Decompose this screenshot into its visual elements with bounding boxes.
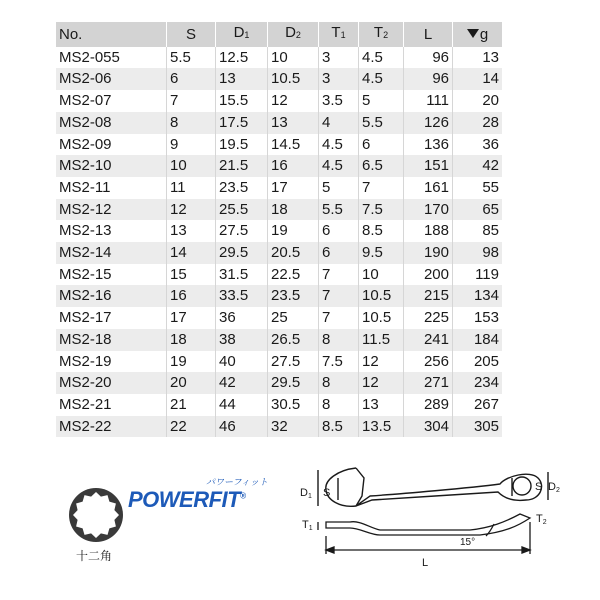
cell-t1: 4.5	[319, 155, 359, 177]
table-row	[56, 307, 502, 329]
cell-d2: 32	[268, 416, 319, 438]
cell-l: 126	[404, 112, 453, 134]
cell-t2: 10	[359, 264, 404, 286]
cell-g: 36	[453, 134, 503, 156]
cell-l: 188	[404, 220, 453, 242]
diagram-label-s-left: S	[323, 487, 331, 499]
cell-l: 289	[404, 394, 453, 416]
cell-t2: 13.5	[359, 416, 404, 438]
cell-t1: 8.5	[319, 416, 359, 438]
cell-d1: 31.5	[216, 264, 268, 286]
header-s: S	[167, 22, 216, 47]
cell-s: 13	[167, 220, 216, 242]
cell-t1: 8	[319, 394, 359, 416]
cell-d1: 27.5	[216, 220, 268, 242]
cell-s: 17	[167, 307, 216, 329]
cell-no: MS2-08	[56, 112, 167, 134]
cell-t1: 4	[319, 112, 359, 134]
cell-d2: 13	[268, 112, 319, 134]
cell-s: 12	[167, 199, 216, 221]
cell-l: 190	[404, 242, 453, 264]
cell-g: 153	[453, 307, 503, 329]
cell-d1: 42	[216, 372, 268, 394]
cell-d1: 46	[216, 416, 268, 438]
wrench-top-view	[318, 468, 548, 506]
cell-d1: 29.5	[216, 242, 268, 264]
diagram-label-l: L	[422, 557, 429, 569]
cell-t2: 9.5	[359, 242, 404, 264]
cell-d2: 14.5	[268, 134, 319, 156]
cell-no: MS2-12	[56, 199, 167, 221]
cell-d2: 26.5	[268, 329, 319, 351]
cell-d2: 30.5	[268, 394, 319, 416]
cell-t1: 5.5	[319, 199, 359, 221]
cell-g: 20	[453, 90, 503, 112]
cell-d1: 33.5	[216, 285, 268, 307]
cell-no: MS2-06	[56, 68, 167, 90]
table-row	[56, 351, 502, 373]
cell-no: MS2-22	[56, 416, 167, 438]
cell-s: 21	[167, 394, 216, 416]
table-row	[56, 416, 502, 438]
cell-g: 85	[453, 220, 503, 242]
cell-d2: 18	[268, 199, 319, 221]
cell-no: MS2-07	[56, 90, 167, 112]
cell-d1: 19.5	[216, 134, 268, 156]
table-row	[56, 134, 502, 156]
header-l: L	[404, 22, 453, 47]
cell-no: MS2-14	[56, 242, 167, 264]
cell-g: 305	[453, 416, 503, 438]
cell-t1: 6	[319, 242, 359, 264]
cell-l: 96	[404, 47, 453, 69]
cell-d2: 12	[268, 90, 319, 112]
cell-t2: 6	[359, 134, 404, 156]
cell-t2: 10.5	[359, 285, 404, 307]
cell-t1: 3	[319, 47, 359, 69]
powerfit-logo-kana: パワーフィット	[206, 477, 268, 487]
table-row	[56, 199, 502, 221]
cell-s: 18	[167, 329, 216, 351]
cell-l: 271	[404, 372, 453, 394]
cell-t2: 10.5	[359, 307, 404, 329]
table-row	[56, 90, 502, 112]
cell-g: 267	[453, 394, 503, 416]
cell-t2: 5.5	[359, 112, 404, 134]
cell-d2: 25	[268, 307, 319, 329]
cell-no: MS2-19	[56, 351, 167, 373]
cell-g: 98	[453, 242, 503, 264]
cell-d2: 23.5	[268, 285, 319, 307]
cell-t2: 6.5	[359, 155, 404, 177]
cell-s: 11	[167, 177, 216, 199]
wrench-side-view	[318, 514, 530, 554]
cell-t1: 4.5	[319, 134, 359, 156]
cell-no: MS2-16	[56, 285, 167, 307]
cell-s: 8	[167, 112, 216, 134]
cell-t1: 8	[319, 329, 359, 351]
cell-d2: 10	[268, 47, 319, 69]
cell-t2: 13	[359, 394, 404, 416]
table-row	[56, 47, 502, 69]
cell-t1: 7	[319, 285, 359, 307]
cell-g: 55	[453, 177, 503, 199]
header-d2: $D_2$	[268, 22, 319, 47]
cell-l: 170	[404, 199, 453, 221]
cell-d1: 36	[216, 307, 268, 329]
cell-l: 136	[404, 134, 453, 156]
cell-no: MS2-11	[56, 177, 167, 199]
cell-t1: 7.5	[319, 351, 359, 373]
cell-g: 184	[453, 329, 503, 351]
cell-l: 111	[404, 90, 453, 112]
cell-t1: 3	[319, 68, 359, 90]
diagram-label-d2: D2	[548, 481, 560, 494]
cell-t2: 4.5	[359, 68, 404, 90]
header-weight: g	[453, 22, 503, 47]
table-row	[56, 155, 502, 177]
cell-l: 96	[404, 68, 453, 90]
cell-t1: 6	[319, 220, 359, 242]
table-row	[56, 264, 502, 286]
cell-g: 65	[453, 199, 503, 221]
cell-d1: 44	[216, 394, 268, 416]
table-row	[56, 177, 502, 199]
cell-s: 16	[167, 285, 216, 307]
cell-t1: 3.5	[319, 90, 359, 112]
cell-l: 200	[404, 264, 453, 286]
socket-caption: 十二角	[76, 549, 113, 563]
cell-no: MS2-21	[56, 394, 167, 416]
cell-t2: 11.5	[359, 329, 404, 351]
cell-d1: 38	[216, 329, 268, 351]
cell-t2: 12	[359, 351, 404, 373]
table-body	[56, 47, 502, 438]
diagram-label-s-right: S	[535, 481, 543, 493]
cell-g: 119	[453, 264, 503, 286]
cell-d2: 20.5	[268, 242, 319, 264]
twelve-point-socket-icon	[69, 488, 123, 542]
cell-t2: 5	[359, 90, 404, 112]
cell-no: MS2-055	[56, 47, 167, 69]
cell-l: 241	[404, 329, 453, 351]
cell-d1: 13	[216, 68, 268, 90]
cell-t1: 7	[319, 307, 359, 329]
cell-d1: 25.5	[216, 199, 268, 221]
cell-d1: 15.5	[216, 90, 268, 112]
cell-no: MS2-13	[56, 220, 167, 242]
cell-s: 7	[167, 90, 216, 112]
cell-g: 13	[453, 47, 503, 69]
table-header-row	[56, 22, 502, 47]
weight-triangle-icon	[467, 29, 479, 38]
table-row	[56, 68, 502, 90]
table-row	[56, 242, 502, 264]
cell-t2: 4.5	[359, 47, 404, 69]
cell-g: 14	[453, 68, 503, 90]
cell-s: 15	[167, 264, 216, 286]
cell-t2: 12	[359, 372, 404, 394]
cell-d2: 10.5	[268, 68, 319, 90]
cell-d2: 29.5	[268, 372, 319, 394]
cell-s: 19	[167, 351, 216, 373]
cell-no: MS2-18	[56, 329, 167, 351]
diagram-label-t2: T2	[536, 513, 547, 526]
header-t2: $T_2$	[359, 22, 404, 47]
cell-no: MS2-20	[56, 372, 167, 394]
cell-l: 304	[404, 416, 453, 438]
header-d1: $D_1$	[216, 22, 268, 47]
spec-table	[56, 22, 502, 437]
cell-d2: 16	[268, 155, 319, 177]
cell-l: 215	[404, 285, 453, 307]
table-row	[56, 372, 502, 394]
table-row	[56, 329, 502, 351]
cell-t1: 8	[319, 372, 359, 394]
cell-l: 256	[404, 351, 453, 373]
cell-t1: 5	[319, 177, 359, 199]
cell-g: 28	[453, 112, 503, 134]
header-t1: $T_1$	[319, 22, 359, 47]
cell-s: 9	[167, 134, 216, 156]
cell-l: 225	[404, 307, 453, 329]
cell-g: 134	[453, 285, 503, 307]
cell-t1: 7	[319, 264, 359, 286]
cell-no: MS2-17	[56, 307, 167, 329]
diagram-label-d1: D1	[300, 487, 312, 500]
cell-no: MS2-15	[56, 264, 167, 286]
cell-d1: 17.5	[216, 112, 268, 134]
bottom-illustrations	[0, 460, 600, 600]
cell-d1: 23.5	[216, 177, 268, 199]
cell-s: 10	[167, 155, 216, 177]
cell-t2: 7.5	[359, 199, 404, 221]
cell-d2: 22.5	[268, 264, 319, 286]
cell-l: 151	[404, 155, 453, 177]
table-row	[56, 285, 502, 307]
cell-s: 22	[167, 416, 216, 438]
table-row	[56, 112, 502, 134]
diagram-label-angle: 15°	[460, 537, 476, 548]
cell-s: 20	[167, 372, 216, 394]
cell-d1: 12.5	[216, 47, 268, 69]
cell-no: MS2-09	[56, 134, 167, 156]
cell-d2: 27.5	[268, 351, 319, 373]
cell-no: MS2-10	[56, 155, 167, 177]
cell-l: 161	[404, 177, 453, 199]
powerfit-logo: POWERFIT®	[128, 487, 246, 512]
cell-g: 205	[453, 351, 503, 373]
cell-d1: 40	[216, 351, 268, 373]
cell-g: 42	[453, 155, 503, 177]
table-row	[56, 394, 502, 416]
cell-s: 5.5	[167, 47, 216, 69]
cell-d2: 19	[268, 220, 319, 242]
cell-g: 234	[453, 372, 503, 394]
diagram-label-t1: T1	[302, 519, 313, 532]
cell-s: 14	[167, 242, 216, 264]
cell-d1: 21.5	[216, 155, 268, 177]
cell-t2: 7	[359, 177, 404, 199]
cell-t2: 8.5	[359, 220, 404, 242]
cell-s: 6	[167, 68, 216, 90]
cell-d2: 17	[268, 177, 319, 199]
header-no: No.	[56, 22, 167, 47]
table-row	[56, 220, 502, 242]
